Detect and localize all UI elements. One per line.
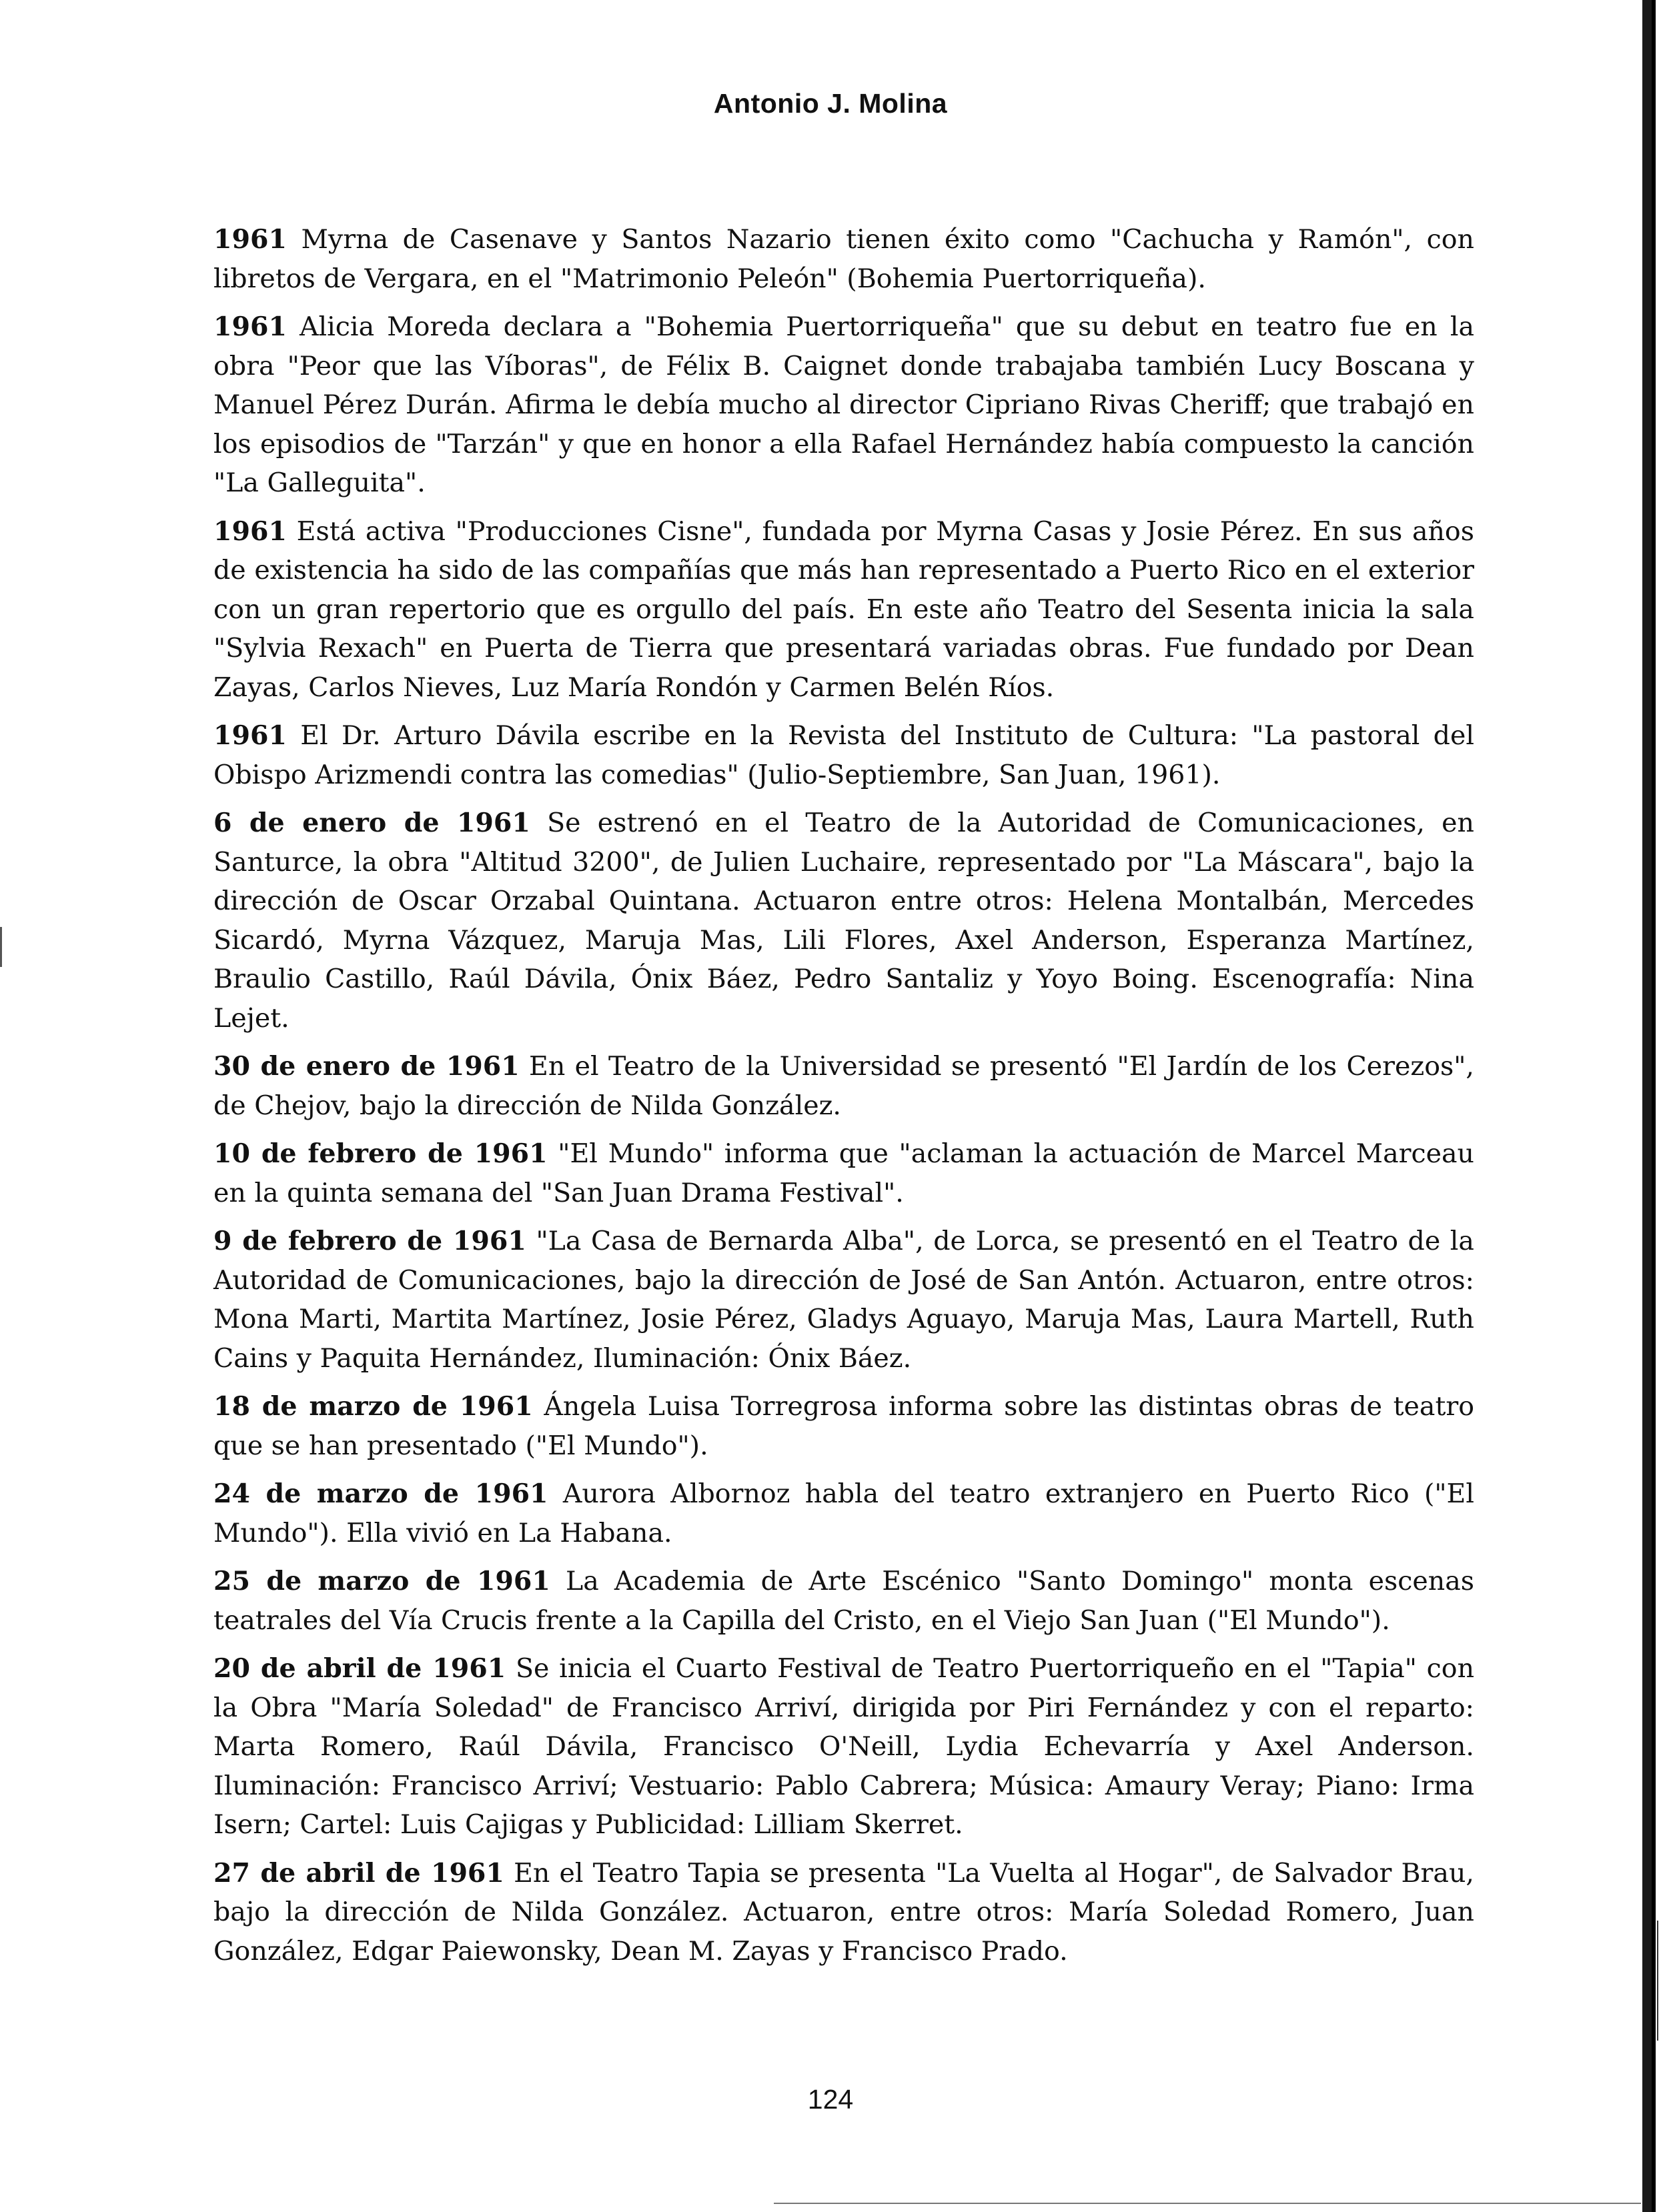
- entry-text: Está activa "Producciones Cisne", fundada por Myrna Casas y Josie Pérez. En sus años de existencia ha sido de las compañías que más han representado a Puerto Rico en el exterior con un gran repertorio que es orgullo del país. En este año Teatro del Sesenta inicia la sala "Sylvia Rexach" en Puerta de Tierra que presentará variadas obras. Fue fundado por Dean Zayas, Carlos Nieves, Luz María Rondón y Carmen Belén Ríos.: [213, 515, 1474, 703]
- entry-text: "El Mundo" informa que "aclaman la actuación de Marcel Marceau en la quinta semana del "San Juan Drama Festival".: [213, 1138, 1474, 1208]
- entry-date: 6 de enero de 1961: [213, 808, 530, 838]
- scan-bottom-line: [774, 2203, 1641, 2204]
- entry-date: 27 de abril de 1961: [213, 1857, 504, 1889]
- entry-text: Alicia Moreda declara a "Bohemia Puertorriqueña" que su debut en teatro fue en la obra "Peor que las Víboras", de Félix B. Caignet donde trabajaba también Lucy Boscana y Manuel Pérez Durán. Afirma le debía mucho al director Cipriano Rivas Cheriff; que trabajó en los episodios de "Tarzán" y que en honor a ella Rafael Hernández había compuesto la canción "La Galleguita".: [213, 311, 1474, 498]
- entry-text: La Academia de Arte Escénico "Santo Domingo" monta escenas teatrales del Vía Crucis frente a la Capilla del Cristo, en el Viejo San Juan ("El Mundo").: [213, 1566, 1475, 1636]
- chronology-entry: [213, 1649, 1474, 1845]
- entry-text: Se estrenó en el Teatro de la Autoridad de Comunicaciones, en Santurce, la obra "Altitud 3200", de Julien Luchaire, representado por "La Máscara", bajo la dirección de Oscar Orzabal Quintana. Actuaron entre otros: Helena Montalbán, Mercedes Sicardó, Myrna Vázquez, Maruja Mas, Lili Flores, Axel Anderson, Esperanza Martínez, Braulio Castillo, Raúl Dávila, Ónix Báez, Pedro Santaliz y Yoyo Boing. Escenografía: Nina Lejet.: [213, 808, 1474, 1034]
- page-body: [213, 220, 1474, 1980]
- entry-text: "La Casa de Bernarda Alba", de Lorca, se presentó en el Teatro de la Autoridad de Comunicaciones, bajo la dirección de José de San Antón. Actuaron, entre otros: Mona Marti, Martita Martínez, Josie Pérez, Gladys Aguayo, Maruja Mas, Laura Martell, Ruth Cains y Paquita Hernández, Iluminación: Ónix Báez.: [213, 1226, 1474, 1374]
- entry-text: El Dr. Arturo Dávila escribe en la Revista del Instituto de Cultura: "La pastoral del Obispo Arizmendi contra las comedias" (Julio-Septiembre, San Juan, 1961).: [213, 720, 1474, 790]
- entry-date: 20 de abril de 1961: [213, 1653, 506, 1684]
- page-number: 124: [807, 2084, 854, 2115]
- entry-date: 1961: [213, 311, 287, 342]
- entry-date: 1961: [213, 720, 287, 751]
- entry-date: 24 de marzo de 1961: [213, 1478, 548, 1509]
- entry-text: En el Teatro Tapia se presenta "La Vuelta al Hogar", de Salvador Brau, bajo la dirección de Nilda González. Actuaron, entre otros: María Soledad Romero, Juan González, Edgar Paiewonsky, Dean M. Zayas y Francisco Prado.: [213, 1857, 1474, 1967]
- entry-date: 18 de marzo de 1961: [213, 1391, 533, 1422]
- scan-right-border-inner: [1652, 0, 1656, 2212]
- entry-text: Aurora Albornoz habla del teatro extranjero en Puerto Rico ("El Mundo"). Ella vivió en La Habana.: [213, 1478, 1475, 1548]
- chronology-entry: [213, 804, 1474, 1038]
- entry-date: 9 de febrero de 1961: [213, 1226, 526, 1256]
- chronology-entry: [213, 716, 1474, 794]
- chronology-entry: [213, 1562, 1474, 1640]
- chronology-entry: [213, 1854, 1474, 1971]
- chronology-entry: [213, 512, 1474, 708]
- chronology-entry: [213, 307, 1474, 503]
- entry-text: Se inicia el Cuarto Festival de Teatro Puertorriqueño en el "Tapia" con la Obra "María Soledad" de Francisco Arriví, dirigida por Piri Fernández y con el reparto: Marta Romero, Raúl Dávila, Francisco O'Neill, Lydia Echevarría y Axel Anderson. Iluminación: Francisco Arriví; Vestuario: Pablo Cabrera; Música: Amaury Veray; Piano: Irma Isern; Cartel: Luis Cajigas y Publicidad: Lilliam Skerret.: [213, 1653, 1475, 1840]
- scan-edge-mark: [0, 927, 2, 967]
- entry-text: En el Teatro de la Universidad se presentó "El Jardín de los Cerezos", de Chejov, bajo la dirección de Nilda González.: [213, 1051, 1474, 1121]
- scan-right-foot-line: [1657, 1921, 1658, 2041]
- chronology-entry: [213, 1474, 1474, 1552]
- entry-text: Myrna de Casenave y Santos Nazario tienen éxito como "Cachucha y Ramón", con libretos de Vergara, en el "Matrimonio Peleón" (Bohemia Puertorriqueña).: [213, 224, 1474, 294]
- entry-date: 1961: [213, 224, 287, 255]
- chronology-entry: [213, 220, 1474, 298]
- entry-date: 25 de marzo de 1961: [213, 1566, 550, 1596]
- chronology-entry: [213, 1387, 1474, 1465]
- entry-text: Ángela Luisa Torregrosa informa sobre las distintas obras de teatro que se han presentado ("El Mundo").: [213, 1391, 1474, 1461]
- running-header-author: Antonio J. Molina: [713, 88, 948, 119]
- entry-date: 30 de enero de 1961: [213, 1051, 520, 1082]
- chronology-entry: [213, 1222, 1474, 1378]
- entry-date: 1961: [213, 515, 287, 547]
- chronology-entry: [213, 1047, 1474, 1125]
- chronology-entry: [213, 1134, 1474, 1212]
- entry-date: 10 de febrero de 1961: [213, 1138, 548, 1169]
